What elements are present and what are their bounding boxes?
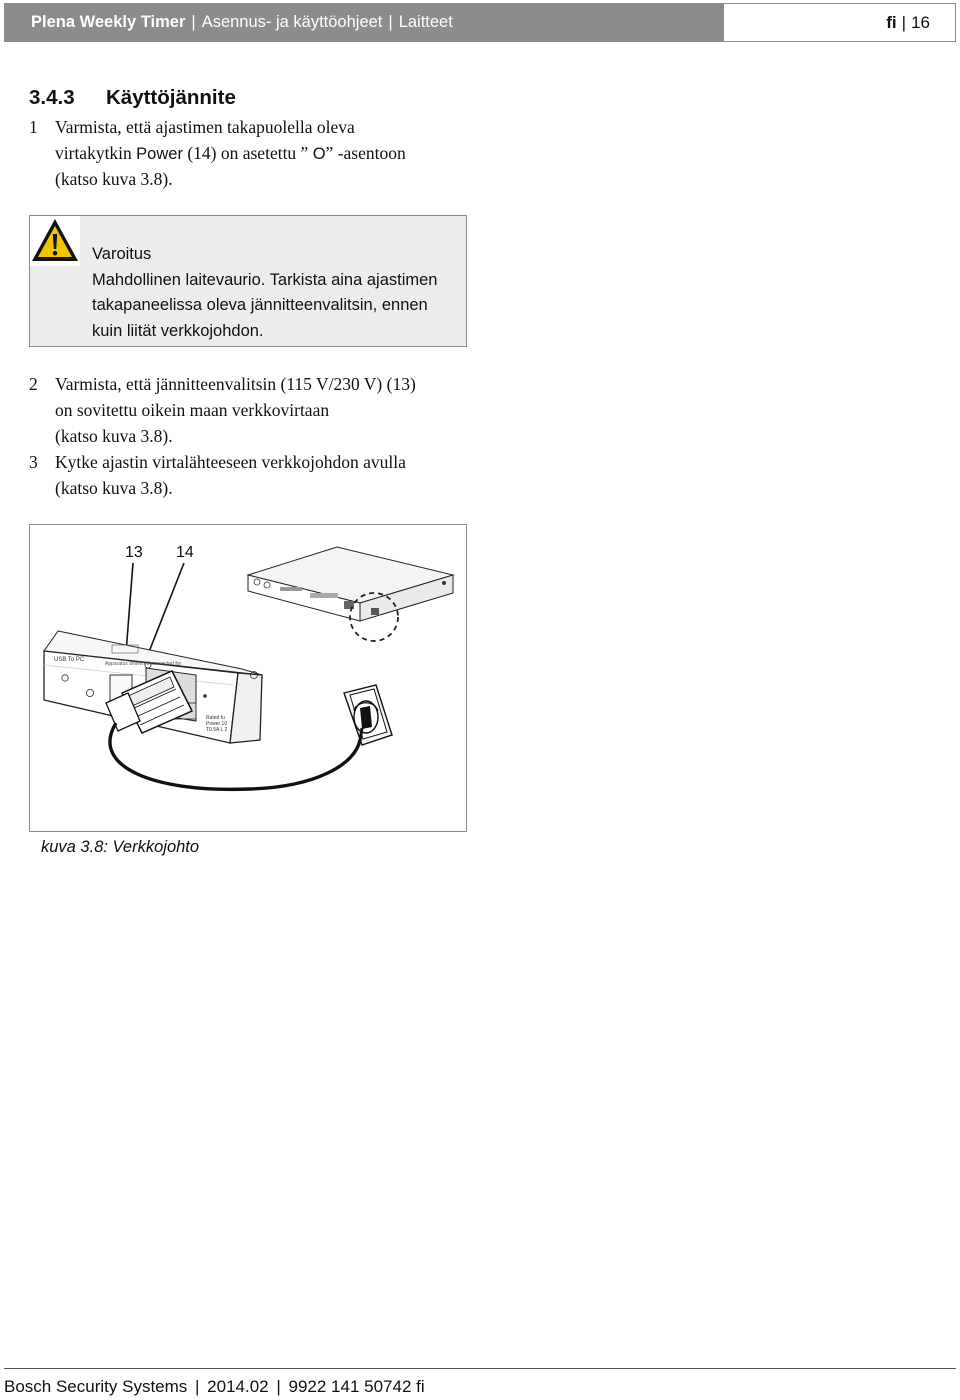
usb-label: USB To PC [54,657,85,663]
callout-14: 14 [176,544,194,561]
header-page-box [724,3,956,42]
step-2-line-2: on sovitettu oikein maan verkkovirtaan [55,400,330,420]
figure-power-cord [29,524,467,832]
header-sep-1: | [191,13,196,31]
warning-line-1: Mahdollinen laitevaurio. Tarkista aina ajastimen [92,271,438,289]
footer [4,1377,425,1397]
step-3-number: 3 [29,452,38,472]
footer-company: Bosch Security Systems [4,1377,188,1396]
rated-label-1: Rated fu [206,715,225,721]
warning-box [29,215,467,347]
header-sep-3: | [901,12,907,32]
header-bar [4,3,724,42]
warning-triangle-icon [30,216,80,266]
step-3-line-1: Kytke ajastin virtalähteeseen verkkojohdon avulla [55,452,406,472]
figure-caption: kuva 3.8: Verkkojohto [41,838,200,856]
section-heading [29,86,236,110]
warning-line-2: takapaneelissa oleva jännitteenvalitsin, ennen [92,296,428,314]
callout-13: 13 [125,544,143,561]
step-1-line-1: Varmista, että ajastimen takapuolella oleva [55,117,355,137]
step-1-line-2c: (14) on asetettu ” [182,143,313,163]
step-2-line-1: Varmista, että jännitteenvalitsin (115 V/230 V) (13) [55,374,416,394]
off-position-label: O [312,145,326,163]
header-sep-2: | [388,13,393,31]
wall-socket [344,685,392,745]
leader-line-13 [126,563,133,653]
step-2-line-3: (katso kuva 3.8). [55,426,173,446]
footer-sep-1: | [195,1377,200,1396]
warning-line-3: kuin liität verkkojohdon. [92,322,264,340]
header-section: Laitteet [398,13,453,31]
power-label: Power [136,145,183,163]
step-1-line-2 [55,140,406,167]
step-1-line-2a: virtakytkin [55,143,137,163]
step-1-number: 1 [29,117,38,137]
footer-date: 2014.02 [207,1377,269,1396]
rated-label-2: Power 10 [206,721,228,727]
selector-label: Apparatus delivered connected for [105,661,182,667]
step-1-line-2e: ” -asentoon [325,143,406,163]
rated-label-3: T0.5A L 2 [206,727,228,733]
header-doc-type: Asennus- ja käyttöohjeet [201,13,383,31]
header-product: Plena Weekly Timer [31,13,186,31]
step-3-line-2: (katso kuva 3.8). [55,478,173,498]
warning-title: Varoitus [92,245,152,263]
footer-divider [4,1368,956,1369]
header-lang: fi [886,12,897,32]
footer-doc-number: 9922 141 50742 fi [288,1377,425,1396]
step-1-line-3: (katso kuva 3.8). [55,169,173,189]
section-title: Käyttöjännite [106,86,236,109]
footer-sep-2: | [276,1377,281,1396]
step-2-number: 2 [29,374,38,394]
section-number: 3.4.3 [29,86,75,109]
header-page-number: 16 [911,12,930,32]
power-cord-illustration [30,525,466,831]
